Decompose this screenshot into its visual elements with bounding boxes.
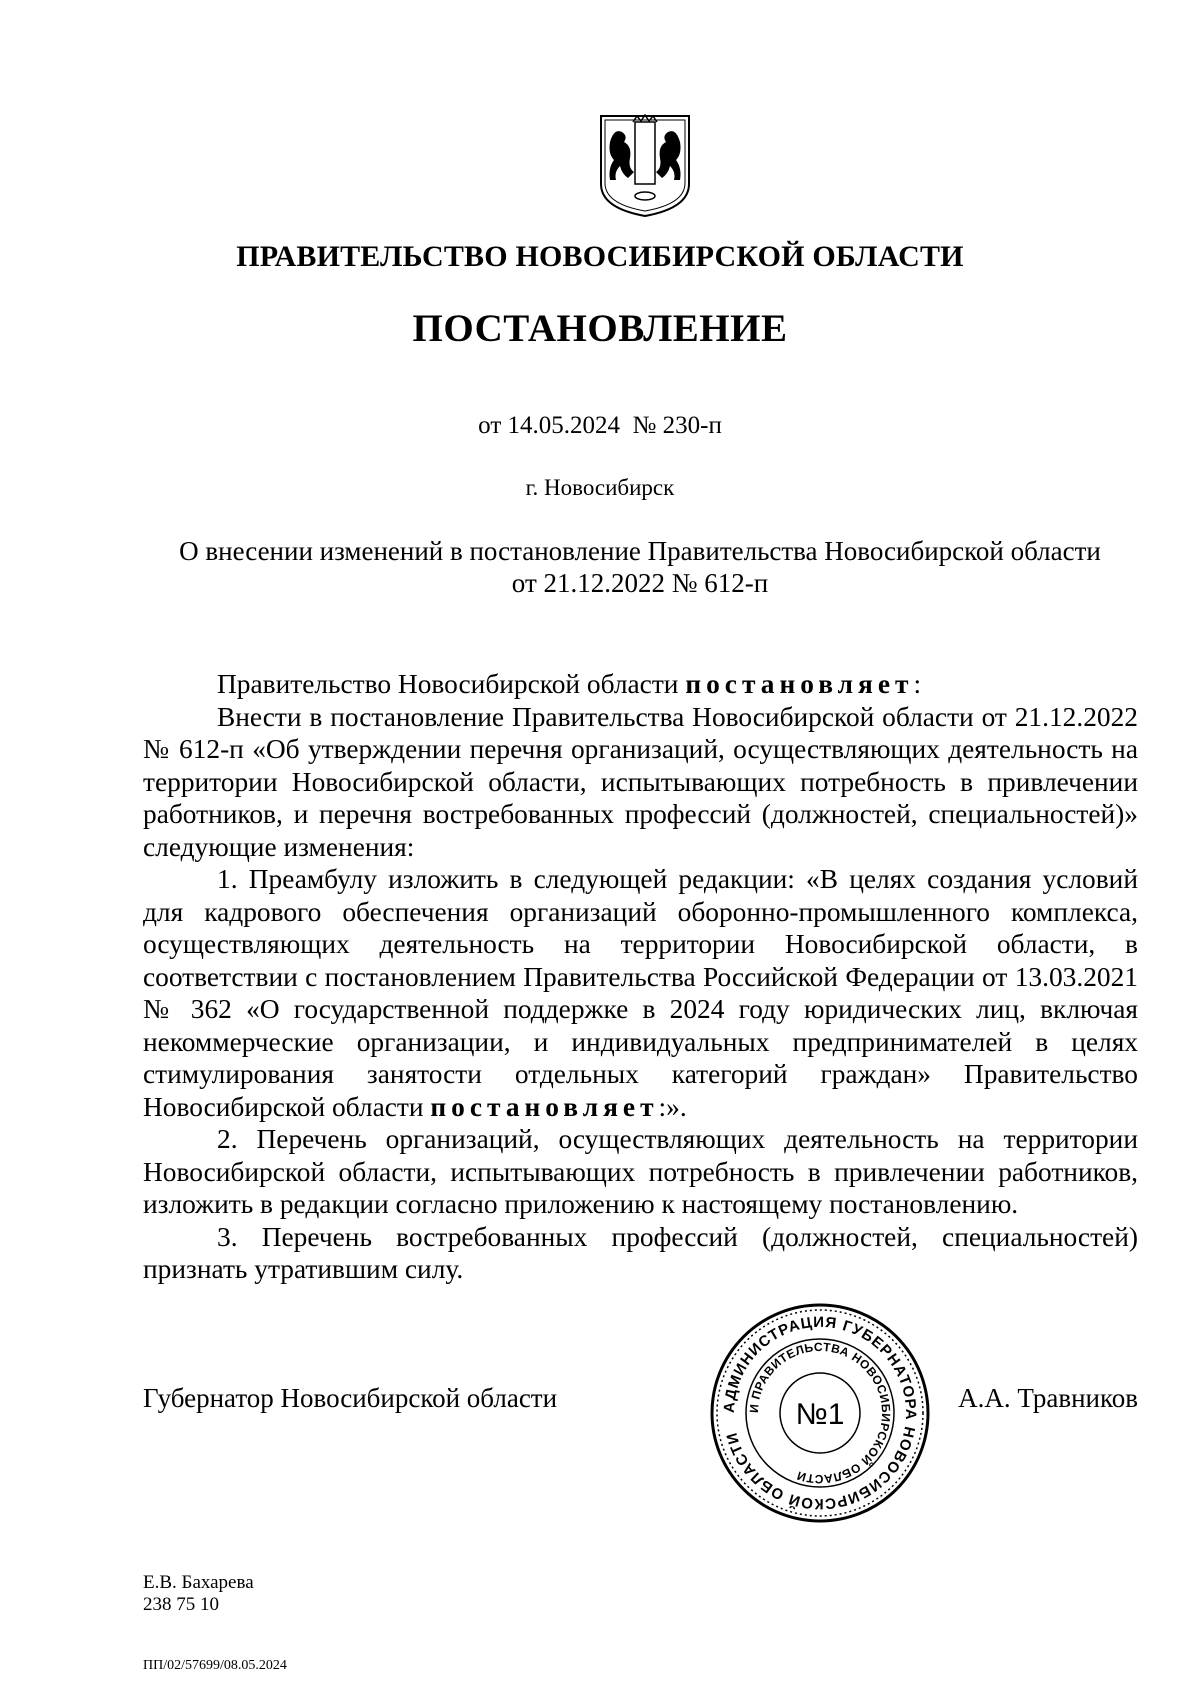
spaced-word: постановляет (430, 1091, 659, 1122)
amendment-paragraph: Внести в постановление Правительства Новосибирской области от 21.12.2022 № 612-п «Об утверждении перечня организаций, осуществляющих деятельность на территории Новосибирской области, испытывающих потребность в привлечении работников, и перечня востребованных профессий (должностей, специальностей)» следующие изменения: (143, 701, 1138, 862)
signatory-position: Губернатор Новосибирской области (143, 1383, 558, 1413)
document-subject (140, 535, 1140, 599)
document-body (143, 668, 1138, 1286)
document-date: 14.05.2024 (507, 412, 621, 439)
spaced-word: постановляет (685, 669, 914, 699)
authority-name: ПРАВИТЕЛЬСТВО НОВОСИБИРСКОЙ ОБЛАСТИ (236, 240, 964, 273)
subject-line-2: от 21.12.2022 № 612-п (511, 568, 769, 598)
preamble-paragraph: Правительство Новосибирской области постановляет: (217, 669, 922, 699)
document-code: ПП/02/57699/08.05.2024 (143, 1658, 287, 1673)
executor-name: Е.В. Бахарева (143, 1572, 254, 1593)
seal-number: №1 (795, 1398, 845, 1431)
item-2-paragraph: 2. Перечень организаций, осуществляющих деятельность на территории Новосибирской области, испытывающих потребность в привлечении работников, изложить в редакции согласно приложению к настоящему постановлению. (143, 1124, 1138, 1219)
signatory-name: А.А. Травников (958, 1383, 1138, 1413)
item-3-paragraph: 3. Перечень востребованных профессий (должностей, специальностей) признать утратившим силу. (143, 1221, 1138, 1284)
document-type: ПОСТАНОВЛЕНИЕ (412, 307, 788, 350)
document-number: № 230-п (632, 412, 722, 439)
seal-outer-text: АДМИНИСТРАЦИЯ ГУБЕРНАТОРА НОВОСИБИРСКОЙ ОБЛАСТИ (720, 1313, 920, 1513)
seal-inner-text: И ПРАВИТЕЛЬСТВА НОВОСИБИРСКОЙ ОБЛАСТИ (746, 1339, 894, 1487)
date-prefix: от (478, 412, 502, 439)
coat-of-arms-icon (597, 112, 693, 219)
subject-line-1: О внесении изменений в постановление Правительства Новосибирской области (179, 536, 1101, 566)
date-number-line (0, 412, 1200, 440)
city: г. Новосибирск (525, 475, 675, 500)
official-seal-icon (707, 1300, 933, 1526)
executor-block (143, 1572, 254, 1616)
item-1-paragraph: 1. Преамбулу изложить в следующей редакции: «В целях создания условий для кадрового обеспечения организаций оборонно-промышленного комплекса, осуществляющих деятельность на территории Новосибирской области, в соответствии с постановлением Правительства Российской Федерации от 13.03.2021 № 362 «О государственной поддержке в 2024 году юридических лиц, включая некоммерческие организации, и индивидуальных предпринимателей в целях стимулирования занятости отдельных категорий граждан» Правительство Новосибирской области постановляет:». (143, 864, 1138, 1122)
executor-phone: 238 75 10 (143, 1594, 219, 1615)
